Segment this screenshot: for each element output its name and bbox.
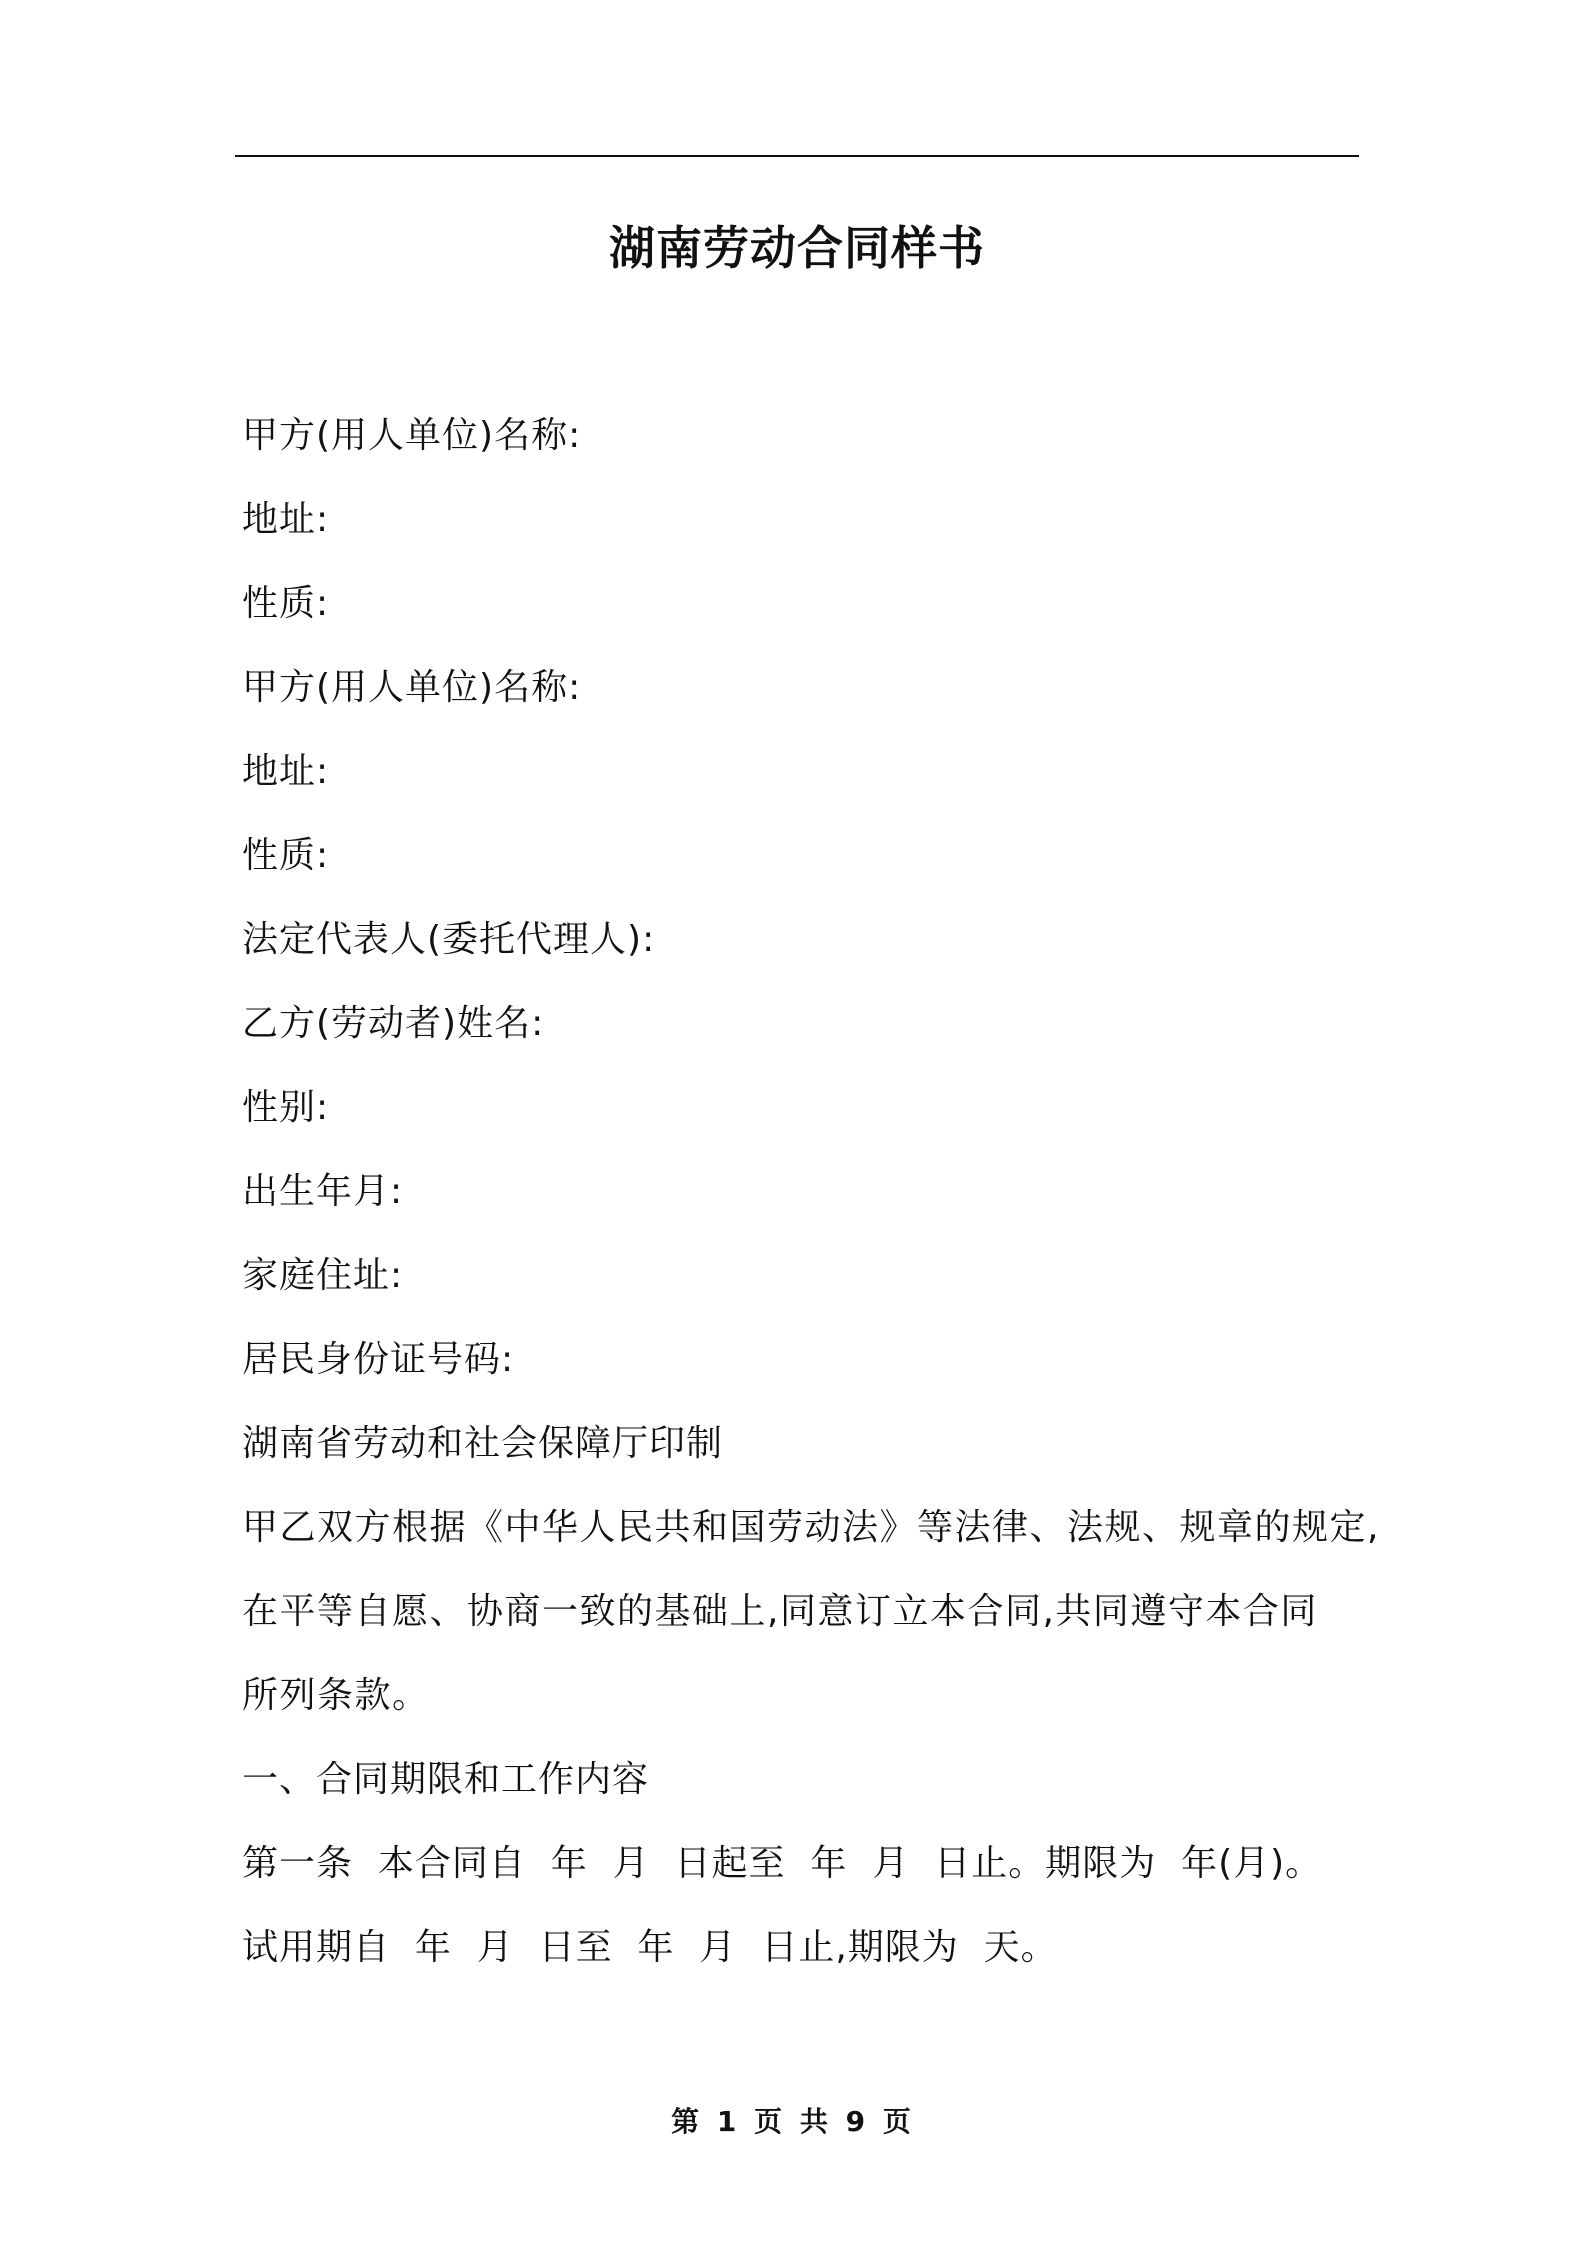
field-id-number: 居民身份证号码: (242, 1339, 515, 1380)
field-employer-name: 甲方(用人单位)名称: (242, 415, 582, 456)
field-legal-representative: 法定代表人(委托代理人): (242, 919, 656, 960)
intro-line-2: 在平等自愿、协商一致的基础上,同意订立本合同,共同遵守本合同 (242, 1591, 1318, 1632)
header-rule (235, 155, 1359, 157)
field-gender: 性别: (242, 1087, 330, 1128)
field-nature: 性质: (242, 583, 330, 624)
document-title: 湖南劳动合同样书 (609, 221, 985, 275)
field-home-address: 家庭住址: (242, 1255, 404, 1296)
printed-by-note: 湖南省劳动和社会保障厅印制 (242, 1423, 724, 1464)
field-address-2: 地址: (242, 751, 330, 792)
article-1: 第一条 本合同自 年 月 日起至 年 月 日止。期限为 年(月)。 (242, 1843, 1323, 1884)
field-employer-name-2: 甲方(用人单位)名称: (242, 667, 582, 708)
field-address: 地址: (242, 499, 330, 540)
page-number: 第 1 页 共 9 页 (671, 2105, 915, 2138)
probation-period: 试用期自 年 月 日至 年 月 日止,期限为 天。 (242, 1927, 1058, 1968)
section-heading-1: 一、合同期限和工作内容 (242, 1759, 650, 1800)
intro-line-3: 所列条款。 (242, 1675, 430, 1716)
field-nature-2: 性质: (242, 835, 330, 876)
field-birth-date: 出生年月: (242, 1171, 404, 1212)
field-employee-name: 乙方(劳动者)姓名: (242, 1003, 545, 1044)
intro-line-1: 甲乙双方根据《中华人民共和国劳动法》等法律、法规、规章的规定, (242, 1507, 1380, 1548)
